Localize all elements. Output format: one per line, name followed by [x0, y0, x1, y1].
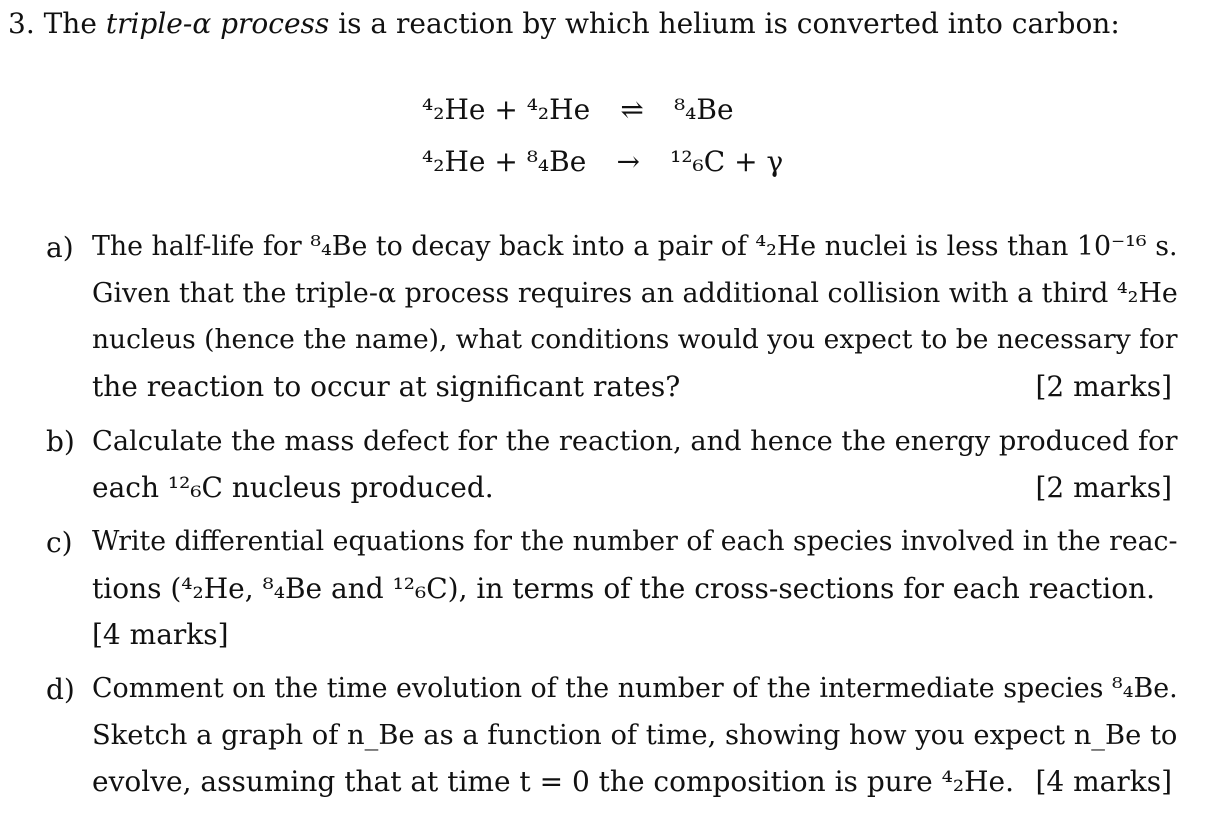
part-c-label: c) [46, 526, 73, 559]
part-b-marks: [2 marks] [1035, 471, 1172, 504]
part-a-line-2: Given that the triple-α process requires an additional collision with a third ⁴₂He [92, 278, 1178, 309]
part-a-line-1: The half-life for ⁸₄Be to decay back into a pair of ⁴₂He nuclei is less than 10⁻¹⁶ s. [92, 231, 1178, 262]
intro-after: is a reaction by which helium is converted into carbon: [338, 7, 1120, 40]
part-c-marks: [4 marks] [92, 618, 229, 651]
question-number: 3. [8, 7, 35, 40]
part-d-line-3: evolve, assuming that at time t = 0 the composition is pure ⁴₂He. [92, 765, 1014, 798]
reaction-1-left: ⁴₂He + ⁴₂He [422, 93, 591, 126]
question-intro [8, 7, 1120, 40]
part-d-label: d) [46, 673, 75, 706]
reaction-2-left: ⁴₂He + ⁸₄Be [422, 145, 587, 178]
part-a-marks: [2 marks] [1035, 370, 1172, 403]
part-c-line-1: Write differential equations for the number of each species involved in the reac- [92, 526, 1178, 557]
part-d-line-2: Sketch a graph of n_Be as a function of time, showing how you expect n_Be to [92, 720, 1178, 751]
part-b-line-2: each ¹²₆C nucleus produced. [92, 471, 494, 504]
reaction-2-arrow: → [616, 145, 640, 178]
reaction-1-arrow: ⇌ [620, 93, 644, 126]
part-b-line-1: Calculate the mass defect for the reaction, and hence the energy produced for [92, 426, 1178, 457]
part-a-line-3: nucleus (hence the name), what conditions would you expect to be necessary for [92, 324, 1178, 355]
part-d-line-1: Comment on the time evolution of the number of the intermediate species ⁸₄Be. [92, 673, 1178, 704]
part-d-marks: [4 marks] [1035, 765, 1172, 798]
part-b-label: b) [46, 425, 75, 458]
part-a-line-4: the reaction to occur at significant rates? [92, 370, 681, 403]
reaction-2 [422, 145, 784, 178]
part-a-label: a) [46, 231, 74, 264]
reaction-1-right: ⁸₄Be [673, 93, 734, 126]
reaction-1 [422, 93, 734, 126]
reaction-2-right: ¹²₆C + γ [670, 145, 784, 178]
intro-term: triple-α process [105, 7, 330, 40]
part-c-line-2: tions (⁴₂He, ⁸₄Be and ¹²₆C), in terms of the cross-sections for each reaction. [92, 572, 1156, 605]
intro-before: The [43, 7, 97, 40]
